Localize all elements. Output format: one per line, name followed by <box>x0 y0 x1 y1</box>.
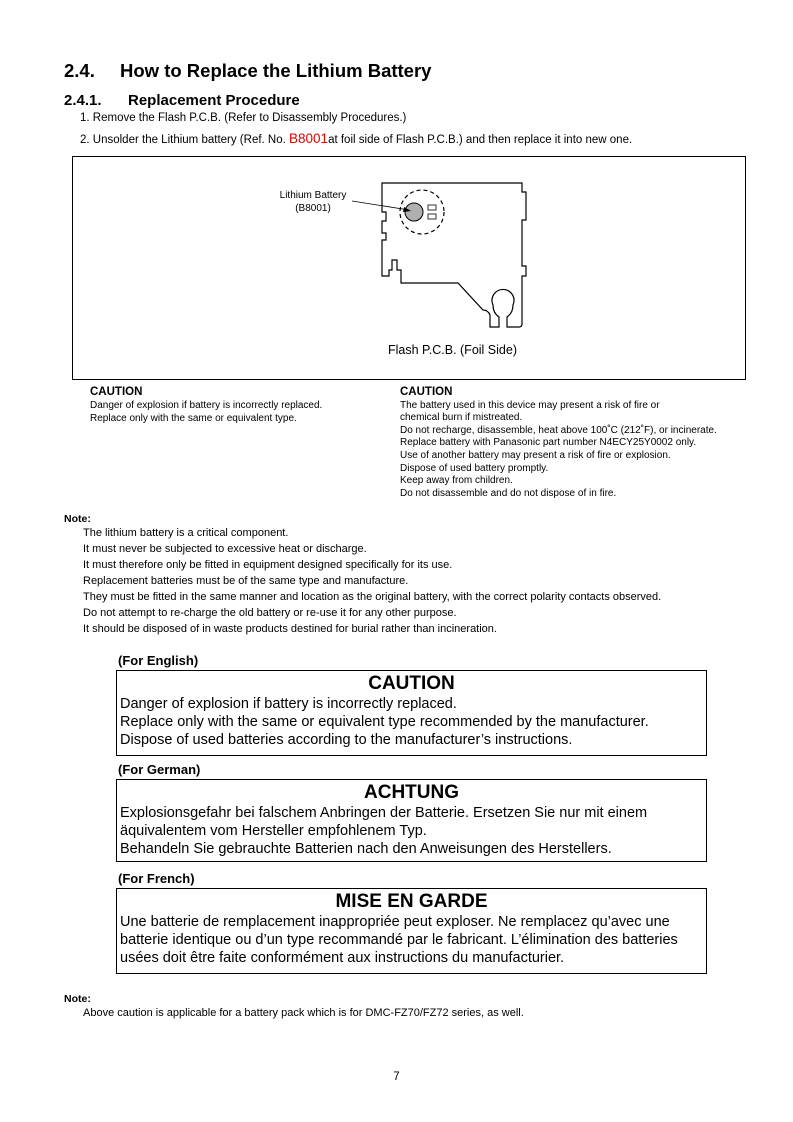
english-caution-line: Danger of explosion if battery is incorrectly replaced. <box>120 696 457 712</box>
note-line: The lithium battery is a critical component. <box>83 527 289 539</box>
french-caution-box <box>116 888 707 974</box>
french-label: (For French) <box>118 871 195 886</box>
note-title-2: Note: <box>64 993 91 1005</box>
french-caution-line: usées doit être faite conformément aux instructions du manufacturier. <box>120 950 565 966</box>
note-line: Replacement batteries must be of the same type and manufacture. <box>83 575 409 587</box>
note-title: Note: <box>64 513 91 525</box>
note-line: They must be fitted in the same manner and location as the original battery, with the correct polarity contacts observed. <box>83 591 662 603</box>
french-caution-title: MISE EN GARDE <box>335 891 488 912</box>
battery-tab-2 <box>428 214 436 219</box>
battery-tab-1 <box>428 205 436 210</box>
subsection-title: Replacement Procedure <box>128 92 300 109</box>
note-line: It must therefore only be fitted in equipment designed specifically for its use. <box>83 559 453 571</box>
caution-right-title: CAUTION <box>400 386 453 398</box>
pcb-outline <box>382 183 526 327</box>
english-caution-line: Replace only with the same or equivalent type recommended by the manufacturer. <box>120 714 649 730</box>
caution-right-line: Do not disassemble and do not dispose of in fire. <box>400 488 617 499</box>
caution-left-line: Replace only with the same or equivalent type. <box>90 413 297 424</box>
english-caution-line: Dispose of used batteries according to the manufacturer’s instructions. <box>120 732 573 748</box>
german-caution-line: äquivalentem vom Hersteller empfohlenem Typ. <box>120 823 427 839</box>
note-line: Do not attempt to re-charge the old battery or re-use it for any other purpose. <box>83 607 457 619</box>
subsection-number: 2.4.1. <box>64 92 102 109</box>
pcb-drawing <box>0 0 793 400</box>
battery-label-1: Lithium Battery <box>279 190 347 201</box>
caution-right-line: chemical burn if mistreated. <box>400 412 523 423</box>
step-2-pre: 2. Unsolder the Lithium battery (Ref. No. <box>80 134 286 146</box>
caution-left-title: CAUTION <box>90 386 143 398</box>
ref-number: B8001 <box>289 131 329 146</box>
english-caution-title: CAUTION <box>368 673 455 694</box>
battery-label-2: (B8001) <box>295 203 331 214</box>
french-caution-line: batterie identique ou d’un type recommandé par le fabricant. L’élimination des batteries <box>120 932 678 948</box>
german-caution-title: ACHTUNG <box>364 782 459 803</box>
figure-caption: Flash P.C.B. (Foil Side) <box>388 343 517 357</box>
french-caution-line: Une batterie de remplacement inappropriée peut exploser. Ne remplacez qu’avec une <box>120 914 670 930</box>
german-label: (For German) <box>118 762 201 777</box>
caution-left-line: Danger of explosion if battery is incorrectly replaced. <box>90 400 323 411</box>
section-number: 2.4. <box>64 60 95 81</box>
note-line-2: Above caution is applicable for a battery pack which is for DMC-FZ70/FZ72 series, as well. <box>83 1007 524 1019</box>
caution-right-line: Dispose of used battery promptly. <box>400 463 549 474</box>
german-caution-box <box>116 779 707 862</box>
english-label: (For English) <box>118 653 199 668</box>
german-caution-line: Explosionsgefahr bei falschem Anbringen der Batterie. Ersetzen Sie nur mit einem <box>120 805 648 821</box>
note-line: It should be disposed of in waste products destined for burial rather than incineration. <box>83 623 497 635</box>
leader-line <box>352 201 409 210</box>
caution-right-line: The battery used in this device may present a risk of fire or <box>400 400 660 411</box>
caution-right-line: Do not recharge, disassemble, heat above 100˚C (212˚F), or incinerate. <box>400 425 717 436</box>
section-title: How to Replace the Lithium Battery <box>120 60 432 81</box>
caution-right-line: Use of another battery may present a risk of fire or explosion. <box>400 450 671 461</box>
german-caution-line: Behandeln Sie gebrauchte Batterien nach den Anweisungen des Herstellers. <box>120 841 612 857</box>
note-line: It must never be subjected to excessive heat or discharge. <box>83 543 367 555</box>
page-number: 7 <box>393 1071 400 1083</box>
caution-right-line: Keep away from children. <box>400 475 513 486</box>
battery-icon <box>405 203 423 221</box>
english-caution-box <box>116 670 707 756</box>
step-2-post: at foil side of Flash P.C.B.) and then replace it into new one. <box>328 134 633 146</box>
caution-right-line: Replace battery with Panasonic part number N4ECY25Y0002 only. <box>400 437 697 448</box>
step-1: 1. Remove the Flash P.C.B. (Refer to Disassembly Procedures.) <box>80 112 407 124</box>
